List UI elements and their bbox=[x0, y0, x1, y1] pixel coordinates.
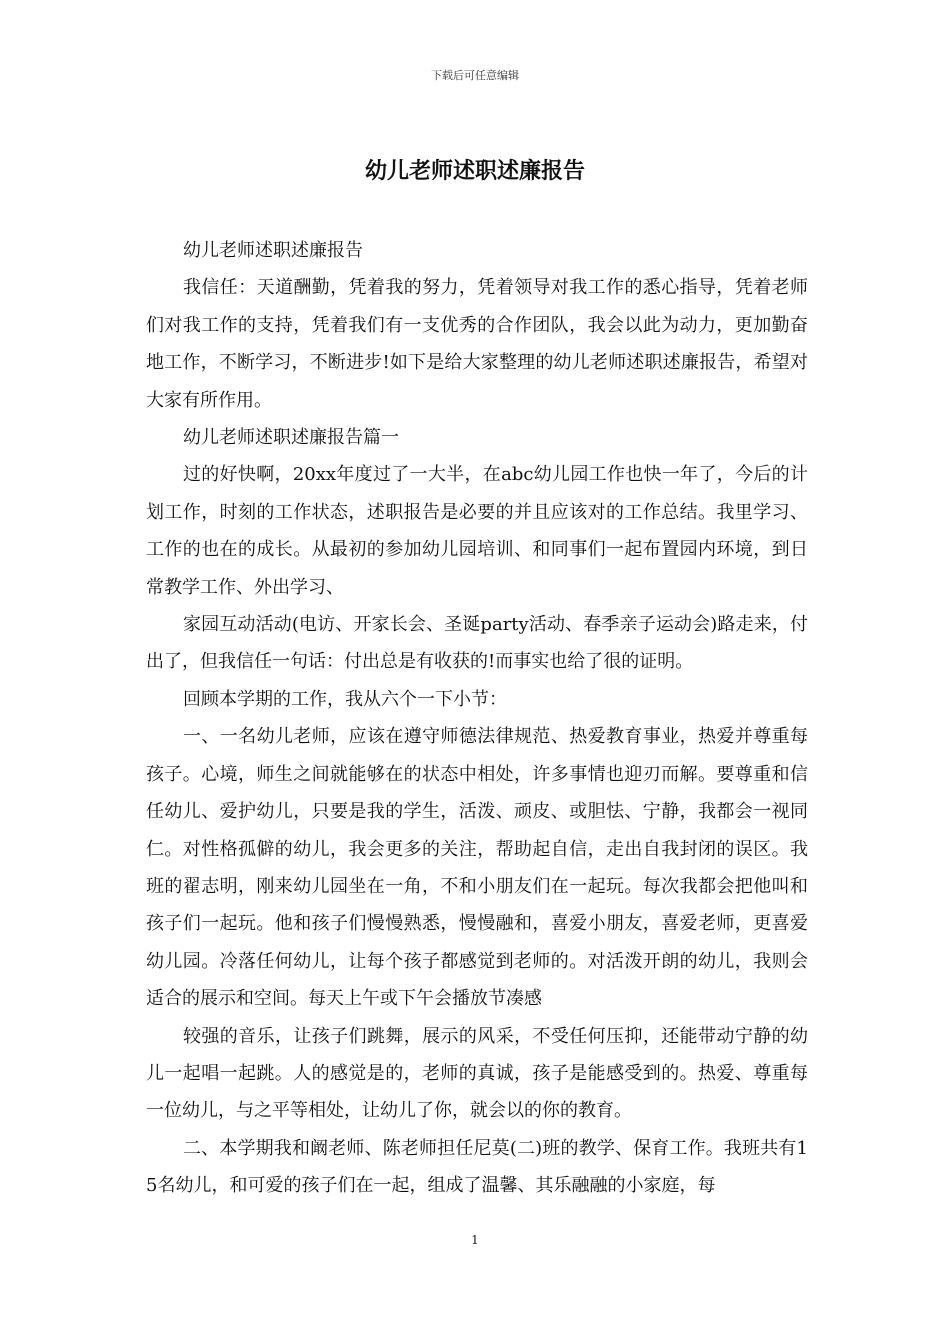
document-body bbox=[146, 232, 808, 1205]
paragraph-body: 家园互动活动(电访、开家长会、圣诞party活动、春季亲子运动会)路走来，付出了，但我信任一句话：付出总是有收获的!而事实也给了很的证明。 bbox=[146, 614, 808, 673]
paragraph-section-heading: 幼儿老师述职述廉报告篇一 bbox=[183, 427, 399, 449]
page-number: 1 bbox=[471, 1233, 479, 1247]
paragraph-body: 较强的音乐，让孩子们跳舞，展示的风采，不受任何压抑，还能带动宁静的幼儿一起唱一起跳。人的感觉是的，老师的真诚，孩子是能感受到的。热爱、尊重每一位幼儿，与之平等相处，让幼儿了你，就会以的你的教育。 bbox=[146, 1025, 808, 1122]
paragraph-body: 过的好快啊，20xx年度过了一大半，在abc幼儿园工作也快一年了，今后的计划工作，时刻的工作状态，述职报告是必要的并且应该对的工作总结。我里学习、工作的也在的成长。从最初的参加幼儿园培训、和同事们一起布置园内环境，到日常教学工作、外出学习、 bbox=[146, 464, 808, 598]
paragraph-intro: 我信任：天道酬勤，凭着我的努力，凭着领导对我工作的悉心指导，凭着老师们对我工作的支持，凭着我们有一支优秀的合作团队，我会以此为动力，更加勤奋地工作，不断学习，不断进步!如下是给大家整理的幼儿老师述职述廉报告，希望对大家有所作用。 bbox=[146, 277, 808, 411]
paragraph-body: 一、一名幼儿老师，应该在遵守师德法律规范、热爱教育事业，热爱并尊重每孩子。心境，师生之间就能够在的状态中相处，许多事情也迎刃而解。要尊重和信任幼儿、爱护幼儿，只要是我的学生，活泼、顽皮、或胆怯、宁静，我都会一视同仁。对性格孤僻的幼儿，我会更多的关注，帮助起自信，走出自我封闭的误区。我班的翟志明，刚来幼儿园坐在一角，不和小朋友们在一起玩。每次我都会把他叫和孩子们一起玩。他和孩子们慢慢熟悉，慢慢融和，喜爱小朋友，喜爱老师，更喜爱幼儿园。冷落任何幼儿，让每个孩子都感觉到老师的。对活泼开朗的幼儿，我则会适合的展示和空间。每天上午或下午会播放节凑感 bbox=[146, 726, 808, 1010]
document-title: 幼儿老师述职述廉报告 bbox=[364, 158, 585, 184]
paragraph-subtitle: 幼儿老师述职述廉报告 bbox=[183, 240, 363, 261]
paragraph-body: 回顾本学期的工作，我从六个一下小节： bbox=[183, 688, 507, 710]
header-note: 下载后可任意编辑 bbox=[431, 69, 519, 82]
paragraph-body: 二、本学期我和阚老师、陈老师担任尼莫(二)班的教学、保育工作。我班共有15名幼儿，和可爱的孩子们在一起，组成了温馨、其乐融融的小家庭，每 bbox=[146, 1137, 808, 1197]
